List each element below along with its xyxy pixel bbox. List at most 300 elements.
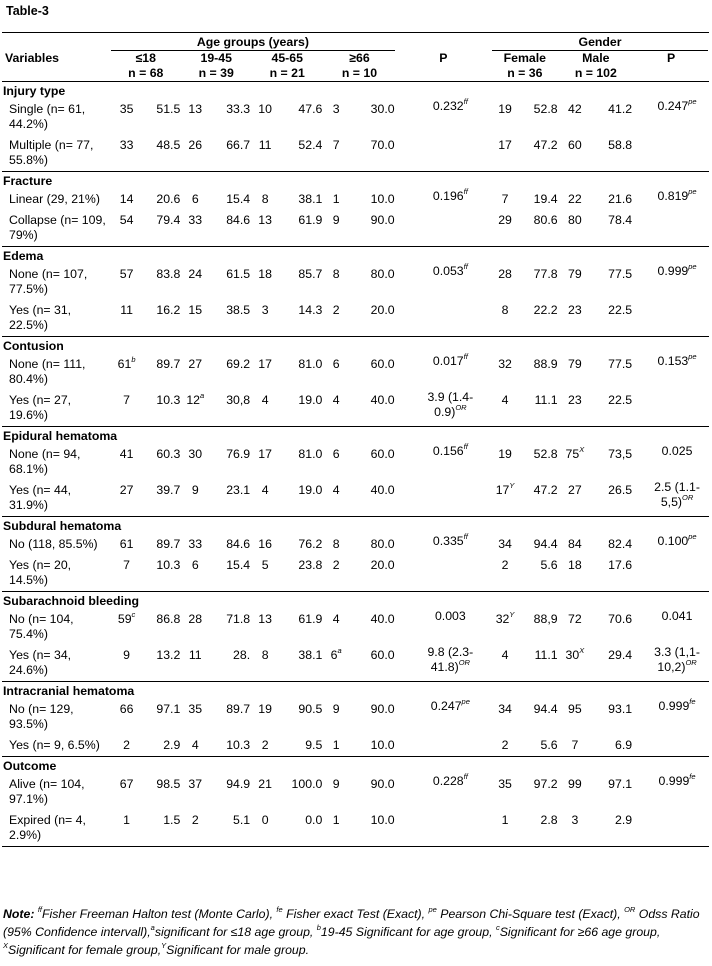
row-label: None (n= 107, 77.5%) bbox=[9, 267, 88, 296]
row-label: None (n= 94, 68.1%) bbox=[9, 447, 81, 476]
count-cell-value: 60 bbox=[568, 138, 582, 152]
count-cell bbox=[110, 99, 143, 135]
count-cell-value: 9 bbox=[332, 213, 340, 227]
percent-cell-value: 13.2 bbox=[156, 648, 181, 662]
percent-cell-value: 17.6 bbox=[608, 558, 633, 572]
p2-value-cell bbox=[633, 135, 709, 172]
percent-cell-value: 70.6 bbox=[608, 612, 633, 626]
percent-cell-value: 41.2 bbox=[608, 102, 633, 116]
count-cell-value: 11 bbox=[258, 138, 272, 152]
count-cell bbox=[251, 354, 279, 390]
percent-cell-value: 97.1 bbox=[156, 702, 181, 716]
category-label: Contusion bbox=[2, 337, 709, 355]
percent-cell bbox=[209, 189, 251, 210]
percent-cell-value: 60.0 bbox=[370, 357, 395, 371]
percent-cell bbox=[279, 390, 323, 427]
count-cell bbox=[181, 99, 209, 135]
percent-cell-value: 28. bbox=[233, 648, 251, 662]
p-value-cell bbox=[396, 390, 491, 427]
count-cell bbox=[251, 534, 279, 555]
percent-cell bbox=[279, 210, 323, 247]
percent-cell bbox=[279, 534, 323, 555]
percent-cell bbox=[143, 354, 181, 390]
count-cell bbox=[181, 210, 209, 247]
footnote-marker: ff bbox=[463, 532, 468, 541]
percent-cell bbox=[143, 135, 181, 172]
table-row bbox=[2, 300, 709, 337]
percent-cell bbox=[591, 300, 633, 337]
count-cell bbox=[491, 774, 519, 810]
percent-cell-value: 86.8 bbox=[156, 612, 181, 626]
count-cell bbox=[181, 555, 209, 592]
count-cell bbox=[559, 264, 592, 300]
count-cell bbox=[559, 300, 592, 337]
count-cell bbox=[559, 735, 592, 757]
count-cell-value: 13 bbox=[188, 102, 203, 116]
count-cell bbox=[559, 189, 592, 210]
count-cell-value: 33 bbox=[188, 537, 203, 551]
count-cell-value: 17 bbox=[498, 138, 512, 152]
count-cell bbox=[251, 135, 279, 172]
count-cell bbox=[559, 210, 592, 247]
percent-cell bbox=[349, 555, 396, 592]
footnote-marker: X bbox=[3, 941, 9, 950]
percent-cell-value: 23.8 bbox=[298, 558, 323, 572]
p-value-cell-value: 0.017 bbox=[432, 354, 464, 368]
p-value-cell bbox=[396, 699, 491, 735]
category-row bbox=[2, 82, 709, 100]
footnote-marker: b bbox=[316, 923, 321, 932]
count-cell-value: 37 bbox=[188, 777, 203, 791]
count-cell-value: 4 bbox=[261, 483, 269, 497]
percent-cell-value: 6.9 bbox=[614, 738, 633, 752]
percent-cell bbox=[279, 444, 323, 480]
count-cell bbox=[559, 480, 592, 517]
count-cell bbox=[323, 645, 349, 682]
count-cell-value: 17 bbox=[495, 483, 510, 497]
count-cell bbox=[251, 480, 279, 517]
p-value-cell-value: 0.156 bbox=[432, 444, 464, 458]
count-cell-value: 79 bbox=[568, 267, 582, 281]
footnote-marker: ff bbox=[463, 352, 468, 361]
percent-cell bbox=[279, 189, 323, 210]
percent-cell-value: 66.7 bbox=[226, 138, 251, 152]
count-cell bbox=[110, 444, 143, 480]
percent-cell bbox=[143, 555, 181, 592]
age-col-heading: 45-65 bbox=[271, 51, 303, 65]
percent-cell-value: 84.6 bbox=[226, 537, 251, 551]
count-cell bbox=[110, 555, 143, 592]
percent-cell bbox=[591, 264, 633, 300]
count-cell-value: 41 bbox=[119, 447, 134, 461]
percent-cell-value: 30,8 bbox=[226, 393, 251, 407]
percent-cell-value: 22.5 bbox=[608, 303, 633, 317]
gender-heading: Gender bbox=[491, 33, 709, 52]
percent-cell-value: 90.0 bbox=[370, 777, 395, 791]
percent-cell bbox=[519, 534, 559, 555]
count-cell bbox=[110, 810, 143, 847]
p-value-cell bbox=[396, 534, 491, 555]
percent-cell bbox=[143, 480, 181, 517]
percent-cell-value: 94.4 bbox=[533, 537, 558, 551]
percent-cell-value: 14.3 bbox=[298, 303, 323, 317]
count-cell-value: 42 bbox=[568, 102, 582, 116]
count-cell-value: 1 bbox=[332, 192, 340, 206]
percent-cell-value: 38.1 bbox=[298, 648, 323, 662]
percent-cell-value: 100.0 bbox=[291, 777, 323, 791]
p-value-cell-value: 0.335 bbox=[432, 534, 464, 548]
category-row bbox=[2, 592, 709, 610]
percent-cell-value: 84.6 bbox=[226, 213, 251, 227]
table-row bbox=[2, 810, 709, 847]
table-note bbox=[3, 905, 709, 959]
p2-value-cell-value: 2.5 (1.1-5,5) bbox=[654, 480, 700, 509]
percent-cell bbox=[349, 810, 396, 847]
footnote-marker: c bbox=[131, 610, 136, 619]
table-row bbox=[2, 135, 709, 172]
count-cell bbox=[181, 300, 209, 337]
percent-cell bbox=[143, 99, 181, 135]
count-cell bbox=[491, 810, 519, 847]
p2-value-cell-value: 0.819 bbox=[657, 189, 689, 203]
footnote-marker: pe bbox=[688, 97, 697, 106]
percent-cell-value: 79.4 bbox=[156, 213, 181, 227]
percent-cell-value: 80.6 bbox=[533, 213, 558, 227]
percent-cell bbox=[209, 264, 251, 300]
percent-cell bbox=[209, 609, 251, 645]
count-cell-value: 9 bbox=[332, 777, 340, 791]
count-cell-value: 61 bbox=[117, 357, 132, 371]
table-row bbox=[2, 354, 709, 390]
p-value-cell-value: 0.053 bbox=[432, 264, 464, 278]
count-cell bbox=[559, 774, 592, 810]
count-cell-value: 6 bbox=[332, 357, 340, 371]
footnote-marker: pe bbox=[688, 262, 697, 271]
footnote-marker: a bbox=[337, 646, 342, 655]
p2-value-cell-value: 3.3 (1,1-10,2) bbox=[654, 645, 700, 674]
age-col-n: n = 10 bbox=[323, 66, 395, 82]
count-cell-value: 7 bbox=[571, 738, 579, 752]
category-label: Outcome bbox=[2, 757, 709, 775]
percent-cell bbox=[591, 609, 633, 645]
note-text: Odss Ratio (95% Confidence intervall), bbox=[3, 907, 700, 939]
count-cell bbox=[491, 99, 519, 135]
percent-cell bbox=[519, 264, 559, 300]
percent-cell-value: 81.0 bbox=[298, 357, 323, 371]
p2-value-cell bbox=[633, 390, 709, 427]
percent-cell bbox=[519, 189, 559, 210]
count-cell-value: 4 bbox=[501, 648, 509, 662]
count-cell-value: 61 bbox=[119, 537, 134, 551]
p-value-cell bbox=[396, 300, 491, 337]
percent-cell-value: 38.1 bbox=[298, 192, 323, 206]
count-cell-value: 30 bbox=[188, 447, 203, 461]
count-cell bbox=[110, 189, 143, 210]
table-body bbox=[2, 82, 709, 850]
percent-cell bbox=[209, 735, 251, 757]
count-cell-value: 10 bbox=[258, 102, 272, 116]
count-cell bbox=[323, 699, 349, 735]
count-cell bbox=[491, 264, 519, 300]
p-heading: P bbox=[439, 51, 448, 65]
count-cell bbox=[559, 555, 592, 592]
count-cell bbox=[323, 135, 349, 172]
p-value-cell-value: 0.247 bbox=[430, 699, 462, 713]
category-row bbox=[2, 427, 709, 445]
count-cell bbox=[559, 99, 592, 135]
count-cell-value: 32 bbox=[495, 612, 510, 626]
count-cell-value: 54 bbox=[119, 213, 134, 227]
age-col-n: n = 68 bbox=[110, 66, 181, 82]
percent-cell bbox=[279, 810, 323, 847]
count-cell-value: 4 bbox=[191, 738, 199, 752]
count-cell-value: 99 bbox=[568, 777, 582, 791]
footnote-marker: ff bbox=[463, 442, 468, 451]
category-label: Subarachnoid bleeding bbox=[2, 592, 709, 610]
percent-cell bbox=[519, 210, 559, 247]
count-cell-value: 34 bbox=[498, 702, 512, 716]
footnote-marker: OR bbox=[458, 658, 470, 667]
percent-cell bbox=[591, 99, 633, 135]
footnote-marker: c bbox=[495, 923, 500, 932]
count-cell bbox=[491, 735, 519, 757]
percent-cell bbox=[349, 390, 396, 427]
row-label: Yes (n= 34, 24.6%) bbox=[9, 648, 72, 677]
count-cell bbox=[491, 534, 519, 555]
count-cell bbox=[251, 609, 279, 645]
count-cell-value: 84 bbox=[568, 537, 582, 551]
note-text: Fisher Freeman Halton test (Monte Carlo), bbox=[42, 907, 277, 921]
count-cell bbox=[110, 264, 143, 300]
row-label: Alive (n= 104, 97.1%) bbox=[9, 777, 85, 806]
p2-value-cell bbox=[633, 555, 709, 592]
count-cell-value: 32 bbox=[498, 357, 512, 371]
age-col-n: n = 21 bbox=[251, 66, 323, 82]
count-cell-value: 6 bbox=[191, 558, 199, 572]
percent-cell-value: 19.0 bbox=[298, 483, 323, 497]
count-cell bbox=[323, 774, 349, 810]
count-cell-value: 11 bbox=[120, 303, 133, 317]
count-cell-value: 22 bbox=[568, 192, 582, 206]
percent-cell bbox=[519, 99, 559, 135]
percent-cell-value: 89.7 bbox=[156, 357, 181, 371]
percent-cell bbox=[349, 609, 396, 645]
percent-cell bbox=[519, 444, 559, 480]
count-cell-value: 18 bbox=[568, 558, 582, 572]
percent-cell-value: 2.9 bbox=[614, 813, 633, 827]
percent-cell-value: 77.8 bbox=[533, 267, 558, 281]
count-cell bbox=[559, 609, 592, 645]
p2-value-cell-value: 0.100 bbox=[657, 534, 689, 548]
percent-cell bbox=[519, 135, 559, 172]
p2-value-cell-value: 0.041 bbox=[661, 609, 693, 623]
count-cell-value: 9 bbox=[123, 648, 130, 662]
p2-value-cell bbox=[633, 444, 709, 480]
count-cell bbox=[323, 735, 349, 757]
percent-cell-value: 61.9 bbox=[298, 612, 323, 626]
percent-cell bbox=[143, 699, 181, 735]
p-value-cell bbox=[396, 354, 491, 390]
count-cell-value: 27 bbox=[119, 483, 134, 497]
percent-cell bbox=[591, 390, 633, 427]
percent-cell-value: 52.8 bbox=[533, 102, 558, 116]
count-cell bbox=[251, 300, 279, 337]
count-cell bbox=[559, 354, 592, 390]
percent-cell-value: 85.7 bbox=[298, 267, 323, 281]
row-label: Multiple (n= 77, 55.8%) bbox=[9, 138, 94, 167]
gender-col-heading: Male bbox=[582, 51, 610, 65]
count-cell bbox=[491, 189, 519, 210]
header-row-groups bbox=[2, 33, 709, 52]
count-cell-value: 26 bbox=[188, 138, 203, 152]
count-cell bbox=[110, 609, 143, 645]
table-row bbox=[2, 774, 709, 810]
count-cell bbox=[323, 534, 349, 555]
p-value-cell bbox=[396, 609, 491, 645]
percent-cell-value: 29.4 bbox=[608, 648, 633, 662]
percent-cell bbox=[349, 774, 396, 810]
count-cell bbox=[110, 390, 143, 427]
table-row bbox=[2, 99, 709, 135]
p-value-cell bbox=[396, 135, 491, 172]
p2-value-cell bbox=[633, 609, 709, 645]
p2-value-cell bbox=[633, 480, 709, 517]
count-cell-value: 6 bbox=[191, 192, 199, 206]
percent-cell-value: 15.4 bbox=[226, 192, 251, 206]
count-cell-value: 5 bbox=[261, 558, 269, 572]
footnote-marker: ff bbox=[37, 905, 43, 914]
gender-col-heading: Female bbox=[503, 51, 547, 65]
percent-cell bbox=[279, 609, 323, 645]
age-col-n: n = 39 bbox=[181, 66, 251, 82]
p-value-cell bbox=[396, 735, 491, 757]
percent-cell bbox=[143, 189, 181, 210]
count-cell bbox=[110, 774, 143, 810]
count-cell bbox=[110, 210, 143, 247]
footnote-marker: X bbox=[579, 445, 585, 454]
footnote-marker: pe bbox=[688, 532, 697, 541]
count-cell bbox=[323, 810, 349, 847]
percent-cell-value: 58.8 bbox=[608, 138, 633, 152]
count-cell bbox=[181, 480, 209, 517]
row-label: Single (n= 61, 44.2%) bbox=[9, 102, 86, 131]
percent-cell bbox=[591, 189, 633, 210]
count-cell-value: 18 bbox=[258, 267, 272, 281]
percent-cell-value: 90.0 bbox=[370, 213, 395, 227]
percent-cell bbox=[349, 99, 396, 135]
percent-cell bbox=[143, 210, 181, 247]
footnote-marker: a bbox=[150, 923, 155, 932]
footnote-marker: Y bbox=[161, 941, 167, 950]
count-cell-value: 4 bbox=[332, 612, 340, 626]
category-row bbox=[2, 517, 709, 535]
count-cell bbox=[181, 534, 209, 555]
percent-cell bbox=[349, 699, 396, 735]
percent-cell bbox=[519, 645, 559, 682]
count-cell-value: 12 bbox=[186, 393, 201, 407]
count-cell-value: 35 bbox=[188, 702, 203, 716]
p-value-cell bbox=[396, 555, 491, 592]
percent-cell bbox=[143, 444, 181, 480]
count-cell bbox=[323, 480, 349, 517]
count-cell-value: 14 bbox=[119, 192, 134, 206]
percent-cell-value: 73,5 bbox=[608, 447, 633, 461]
percent-cell-value: 0.0 bbox=[305, 813, 323, 827]
count-cell bbox=[181, 135, 209, 172]
count-cell-value: 0 bbox=[261, 813, 269, 827]
percent-cell bbox=[209, 99, 251, 135]
p2-value-cell bbox=[633, 735, 709, 757]
percent-cell bbox=[349, 210, 396, 247]
count-cell-value: 35 bbox=[119, 102, 134, 116]
count-cell bbox=[110, 135, 143, 172]
count-cell-value: 57 bbox=[119, 267, 134, 281]
count-cell-value: 27 bbox=[188, 357, 203, 371]
percent-cell bbox=[349, 189, 396, 210]
percent-cell bbox=[209, 135, 251, 172]
count-cell bbox=[491, 645, 519, 682]
count-cell-value: 33 bbox=[188, 213, 203, 227]
table-row bbox=[2, 264, 709, 300]
count-cell-value: 8 bbox=[501, 303, 509, 317]
count-cell-value: 2 bbox=[501, 738, 509, 752]
results-table bbox=[2, 32, 709, 849]
count-cell bbox=[110, 699, 143, 735]
percent-cell bbox=[519, 735, 559, 757]
row-label: Collapse (n= 109, 79%) bbox=[9, 213, 106, 242]
count-cell-value: 1 bbox=[332, 813, 340, 827]
p-value-cell bbox=[396, 210, 491, 247]
percent-cell-value: 11.1 bbox=[534, 648, 558, 662]
percent-cell bbox=[143, 609, 181, 645]
percent-cell-value: 83.8 bbox=[156, 267, 181, 281]
percent-cell bbox=[349, 480, 396, 517]
footnote-marker: X bbox=[579, 646, 585, 655]
percent-cell bbox=[349, 444, 396, 480]
category-label: Intracranial hematoma bbox=[2, 682, 709, 700]
count-cell-value: 1 bbox=[123, 813, 130, 827]
count-cell-value: 4 bbox=[332, 483, 340, 497]
percent-cell bbox=[519, 555, 559, 592]
count-cell-value: 79 bbox=[568, 357, 582, 371]
category-row bbox=[2, 247, 709, 265]
percent-cell-value: 40.0 bbox=[370, 483, 395, 497]
percent-cell-value: 15.4 bbox=[226, 558, 251, 572]
note-text: significant for ≤18 age group, bbox=[154, 925, 317, 939]
count-cell bbox=[251, 735, 279, 757]
count-cell-value: 8 bbox=[261, 192, 269, 206]
count-cell bbox=[110, 480, 143, 517]
table-row bbox=[2, 480, 709, 517]
count-cell bbox=[559, 135, 592, 172]
footnote-marker: a bbox=[200, 391, 205, 400]
percent-cell-value: 60.0 bbox=[370, 648, 395, 662]
count-cell bbox=[110, 300, 143, 337]
gender-col-n: n = 102 bbox=[559, 66, 634, 82]
footnote-marker: pe bbox=[461, 697, 470, 706]
percent-cell-value: 10.0 bbox=[370, 813, 395, 827]
percent-cell bbox=[349, 354, 396, 390]
variables-heading: Variables bbox=[5, 51, 60, 65]
percent-cell bbox=[279, 300, 323, 337]
percent-cell-value: 10.3 bbox=[226, 738, 251, 752]
count-cell-value: 2 bbox=[332, 303, 340, 317]
percent-cell-value: 77.5 bbox=[608, 267, 633, 281]
count-cell-value: 16 bbox=[258, 537, 272, 551]
percent-cell-value: 90.5 bbox=[298, 702, 323, 716]
count-cell-value: 11 bbox=[188, 648, 202, 662]
percent-cell-value: 23.1 bbox=[226, 483, 251, 497]
